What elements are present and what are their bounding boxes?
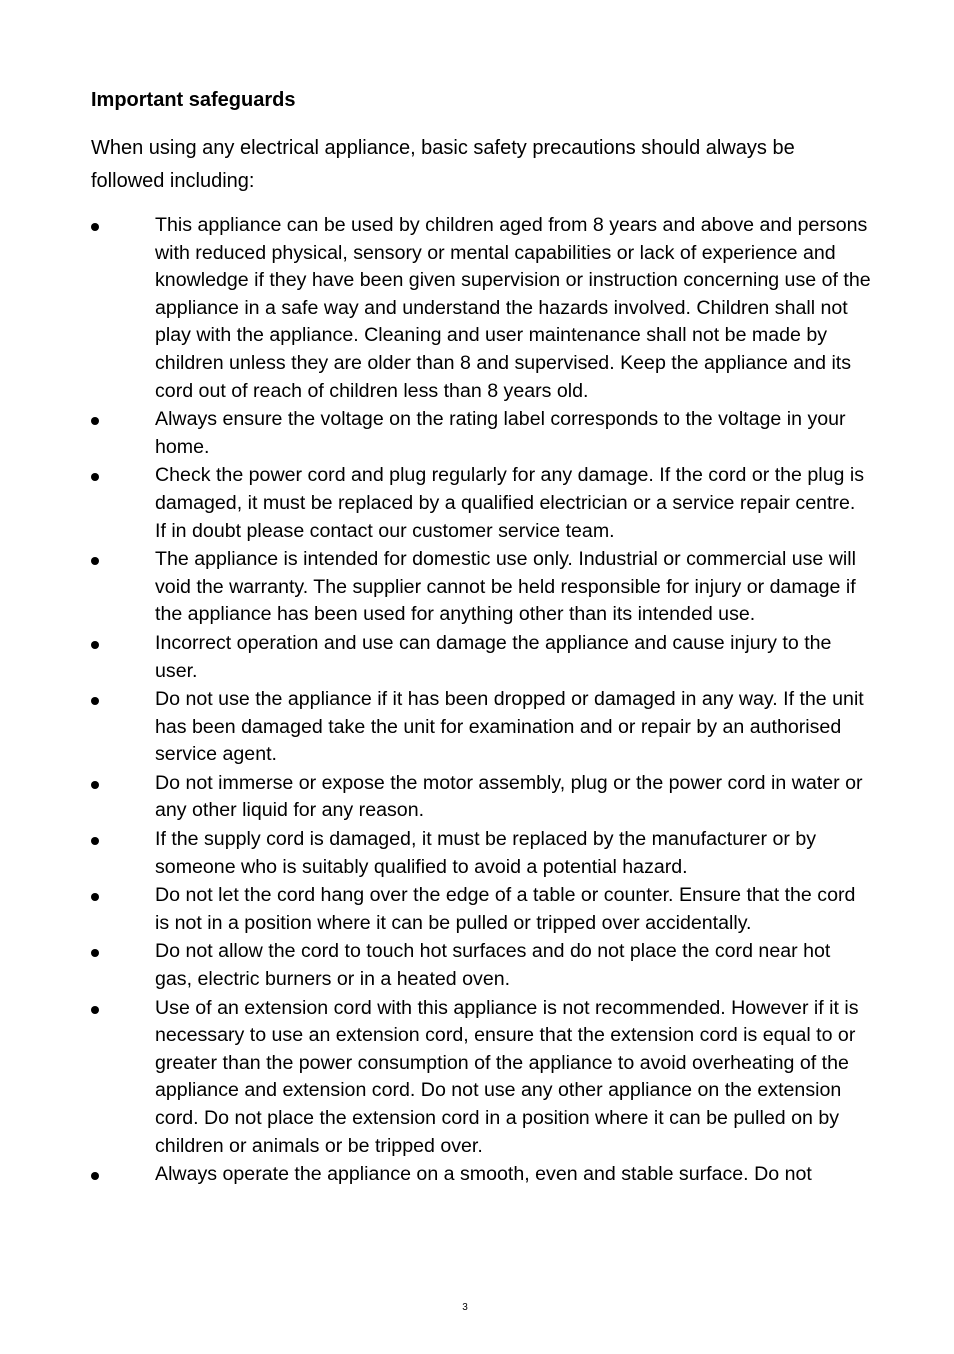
list-item [91,686,871,769]
bullet-icon [91,1006,99,1014]
list-item-text: Do not allow the cord to touch hot surfaces and do not place the cord near hot gas, electric burners or in a heated oven. [155,940,831,991]
list-item-text: Always operate the appliance on a smooth, even and stable surface. Do not [155,1163,812,1186]
bullet-icon [91,557,99,565]
list-item-text: Check the power cord and plug regularly for any damage. If the cord or the plug is damaged, it must be replaced by a qualified electrician or a service repair centre. If in doubt please contact our customer service team. [155,464,865,542]
list-item-text: Always ensure the voltage on the rating label corresponds to the voltage in your home. [155,408,846,458]
bullet-icon [91,893,99,901]
bullet-icon [91,473,99,481]
list-item-text: Incorrect operation and use can damage the appliance and cause injury to the user. [155,631,832,682]
list-item-text: Use of an extension cord with this appliance is not recommended. However if it is necessary to use an extension cord, ensure that the extension cord is equal to or greater than the power consumption of the appliance to avoid overheating of the appliance and extension cord. Do not use any other appliance on the extension cord. Do not place the extension cord in a position where it can be pulled on by children or animals or be tripped over. [155,996,859,1157]
document-page [91,86,871,1190]
list-item [91,826,871,881]
list-item [91,938,871,993]
list-item-text: This appliance can be used by children aged from 8 years and above and persons with reduced physical, sensory or mental capabilities or lack of experience and knowledge if they have been given supervision or instruction concerning use of the appliance in a safe way and understand the hazards involved. Children shall not play with the appliance. Cleaning and user maintenance shall not be made by children unless they are older than 8 and supervised. Keep the appliance and its cord out of reach of children less than 8 years old. [155,214,871,402]
bullet-icon [91,1172,99,1180]
list-item-text: Do not use the appliance if it has been dropped or damaged in any way. If the unit has been damaged take the unit for examination and or repair by an authorised service agent. [155,688,864,766]
list-item [91,995,871,1161]
bullet-icon [91,837,99,845]
bullet-icon [91,781,99,789]
list-item [91,882,871,937]
bullet-icon [91,223,99,231]
list-item [91,770,871,825]
list-item-text: Do not let the cord hang over the edge of a table or counter. Ensure that the cord is not in a position where it can be pulled or tripped over accidentally. [155,884,856,934]
list-item [91,630,871,685]
bullet-icon [91,697,99,705]
list-item-text: Do not immerse or expose the motor assembly, plug or the power cord in water or any other liquid for any reason. [155,771,863,822]
page-number: 3 [462,1302,468,1313]
list-item [91,212,871,405]
bullet-icon [91,641,99,649]
list-item [91,462,871,545]
intro-paragraph: When using any electrical appliance, basic safety precautions should always be followed including: [91,137,795,192]
list-item-text: If the supply cord is damaged, it must be replaced by the manufacturer or by someone who is suitably qualified to avoid a potential hazard. [155,828,817,878]
section-heading: Important safeguards [91,89,296,111]
list-item [91,406,871,461]
list-item [91,546,871,629]
bullet-icon [91,417,99,425]
safeguards-list [91,212,871,1189]
list-item [91,1161,871,1189]
list-item-text: The appliance is intended for domestic use only. Industrial or commercial use will void the warranty. The supplier cannot be held responsible for injury or damage if the appliance has been used for anything other than its intended use. [155,548,856,626]
bullet-icon [91,949,99,957]
